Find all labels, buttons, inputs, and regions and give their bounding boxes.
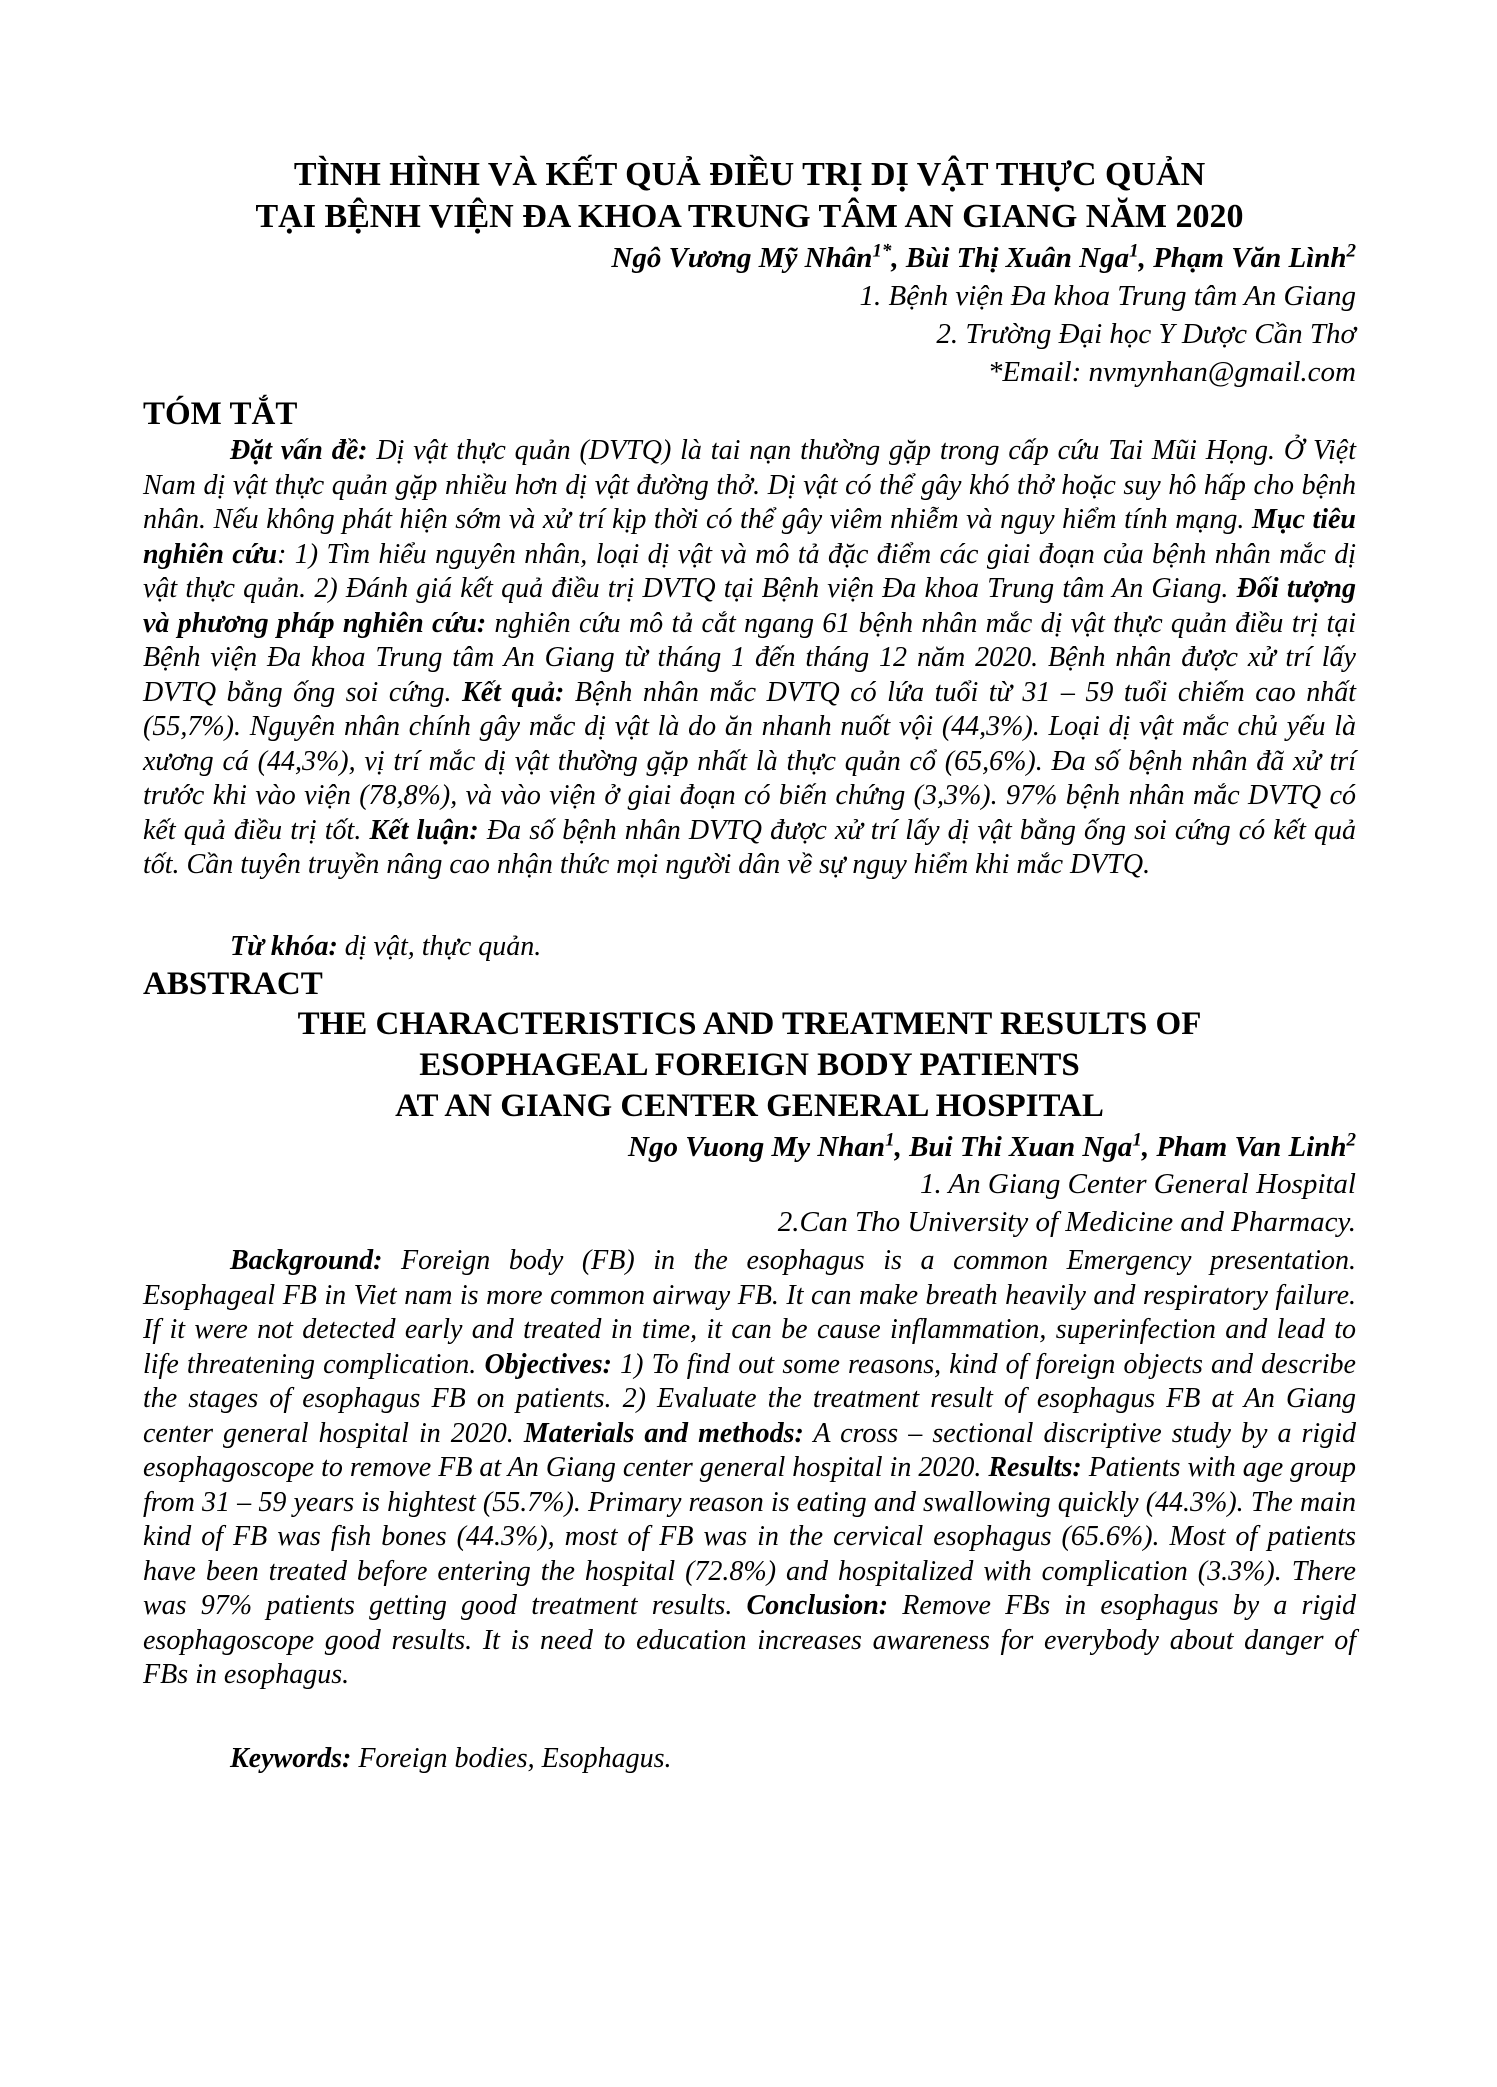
- text-methods-en: A cross – sectional discriptive study by a rigid esophagoscope to remove FB at An Giang center general hospital in 2020.: [143, 1417, 1356, 1483]
- author-name: Phạm Văn Lình: [1153, 242, 1347, 274]
- affiliation-en-1: 1. An Giang Center General Hospital: [919, 1168, 1356, 1200]
- label-methods-vi: Đối tượng và phương pháp nghiên cứu:: [143, 573, 1356, 639]
- author-name: Ngo Vuong My Nhan: [628, 1131, 886, 1163]
- label-objectives-vi: Mục tiêu nghiên cứu: [143, 504, 1356, 570]
- abstract-vietnamese: [143, 434, 1356, 883]
- keywords-text-vi: dị vật, thực quản.: [337, 931, 542, 962]
- text-conclusion-en: Remove FBs in esophagus by a rigid esophagoscope good results. It is need to education increases awareness for everybody about danger of FBs in esophagus.: [143, 1590, 1357, 1690]
- label-results-en: Results:: [988, 1452, 1082, 1483]
- keywords-english: [230, 1742, 672, 1776]
- corresponding-email: *Email: nvmynhan@gmail.com: [987, 356, 1356, 388]
- author-affiliation-mark: 1*: [872, 240, 892, 262]
- author-affiliation-mark: 1: [885, 1129, 895, 1151]
- keywords-label-en: Keywords:: [230, 1743, 352, 1774]
- text-results-en: Patients with age group from 31 – 59 years is hightest (55.7%). Primary reason is eating and swallowing quickly (44.3%). The main kind of FB was fish bones (44.3%), most of FB was in the cervical esophagus (65.6%). Most of patients have been treated before entering the hospital (72.8%) and hospitalized with complication (3.3%). There was 97% patients getting good treatment results.: [143, 1452, 1356, 1621]
- label-background-en: Background:: [230, 1245, 383, 1276]
- label-objectives-en: Objectives:: [484, 1348, 612, 1380]
- author-separator: ,: [894, 1131, 910, 1163]
- label-background-vi: Đặt vấn đề:: [230, 435, 368, 466]
- label-results-vi: Kết quả:: [462, 676, 565, 708]
- author-affiliation-mark: 2: [1346, 1129, 1356, 1151]
- title-vi-line1: TÌNH HÌNH VÀ KẾT QUẢ ĐIỀU TRỊ DỊ VẬT THỰC QUẢN: [293, 156, 1206, 193]
- author-affiliation-mark: 1: [1132, 1129, 1142, 1151]
- label-conclusion-vi: Kết luận:: [369, 814, 479, 846]
- text-results-vi: Bệnh nhân mắc DVTQ có lứa tuổi từ 31 – 59 tuổi chiếm cao nhất (55,7%). Nguyên nhân chính gây mắc dị vật là do ăn nhanh nuốt vội (44,3%). Loại dị vật mắc chủ yếu là xương cá (44,3%), vị trí mắc dị vật thường gặp nhất là thực quản cổ (65,6%). Đa số bệnh nhân đã xử trí trước khi vào viện (78,8%), và vào viện ở giai đoạn có biến chứng (3,3%). 97% bệnh nhân mắc DVTQ có kết quả điều trị tốt.: [143, 676, 1356, 846]
- author-affiliation-mark: 2: [1346, 240, 1356, 262]
- abstract-english: [143, 1244, 1356, 1693]
- title-vietnamese: [143, 154, 1356, 238]
- text-methods-vi: nghiên cứu mô tả cắt ngang 61 bệnh nhân mắc dị vật thực quản điều trị tại Bệnh viện Đa khoa Trung tâm An Giang từ tháng 1 đến tháng 12 năm 2020. Bệnh nhân được xử trí lấy DVTQ bằng ống soi cứng.: [143, 607, 1357, 708]
- author-name: Bùi Thị Xuân Nga: [905, 242, 1130, 274]
- text-objectives-vi: : 1) Tìm hiểu nguyên nhân, loại dị vật và mô tả đặc điểm các giai đoạn của bệnh nhân mắc dị vật thực quản. 2) Đánh giá kết quả điều trị DVTQ tại Bệnh viện Đa khoa Trung tâm An Giang.: [143, 538, 1357, 604]
- title-en-line2: ESOPHAGEAL FOREIGN BODY PATIENTS: [419, 1047, 1080, 1083]
- affiliation-vi-1: 1. Bệnh viện Đa khoa Trung tâm An Giang: [859, 280, 1356, 312]
- title-vi-line2: TẠI BỆNH VIỆN ĐA KHOA TRUNG TÂM AN GIANG NĂM 2020: [255, 198, 1244, 235]
- section-heading-tom-tat: TÓM TẮT: [143, 396, 298, 432]
- author-separator: ,: [1141, 1131, 1157, 1163]
- keywords-text-en: Foreign bodies, Esophagus.: [351, 1743, 672, 1774]
- section-heading-abstract: ABSTRACT: [143, 966, 323, 1002]
- author-separator: ,: [1138, 242, 1154, 274]
- text-conclusion-vi: Đa số bệnh nhân DVTQ được xử trí lấy dị vật bằng ống soi cứng có kết quả tốt. Cần tuyên truyền nâng cao nhận thức mọi người dân về sự nguy hiểm khi mắc DVTQ.: [143, 814, 1357, 880]
- author-name: Ngô Vương Mỹ Nhân: [611, 242, 873, 274]
- title-english: [143, 1004, 1356, 1127]
- keywords-label-vi: Từ khóa:: [230, 931, 338, 962]
- affiliation-vi-2: 2. Trường Đại học Y Dược Cần Thơ: [936, 318, 1356, 350]
- text-background-en: Foreign body (FB) in the esophagus is a common Emergency presentation. Esophageal FB in Viet nam is more common airway FB. It can make breath heavily and respiratory failure. If it were not detected early and treated in time, it can be cause inflammation, superinfection and lead to life threatening complication.: [143, 1245, 1356, 1380]
- keywords-vietnamese: [230, 930, 541, 964]
- author-affiliation-mark: 1: [1129, 240, 1139, 262]
- authors-english: [628, 1129, 1356, 1165]
- author-name: Bui Thi Xuan Nga: [909, 1131, 1133, 1163]
- authors-vietnamese: [611, 240, 1356, 276]
- label-methods-en: Materials and methods:: [523, 1417, 804, 1449]
- title-en-line3: AT AN GIANG CENTER GENERAL HOSPITAL: [395, 1088, 1104, 1124]
- text-objectives-en: 1) To find out some reasons, kind of foreign objects and describe the stages of esophagus FB on patients. 2) Evaluate the treatment result of esophagus FB at An Giang center general hospital in 2020.: [143, 1348, 1356, 1449]
- label-conclusion-en: Conclusion:: [746, 1590, 889, 1621]
- author-name: Pham Van Linh: [1156, 1131, 1347, 1163]
- affiliation-en-2: 2.Can Tho University of Medicine and Pharmacy.: [777, 1206, 1356, 1238]
- text-background-vi: Dị vật thực quản (DVTQ) là tai nạn thường gặp trong cấp cứu Tai Mũi Họng. Ở Việt Nam dị vật thực quản gặp nhiều hơn dị vật đường thở. Dị vật có thể gây khó thở hoặc suy hô hấp cho bệnh nhân. Nếu không phát hiện sớm và xử trí kịp thời có thể gây viêm nhiễm và nguy hiểm tính mạng.: [143, 435, 1356, 535]
- title-en-line1: THE CHARACTERISTICS AND TREATMENT RESULTS OF: [297, 1006, 1202, 1042]
- author-separator: ,: [891, 242, 906, 274]
